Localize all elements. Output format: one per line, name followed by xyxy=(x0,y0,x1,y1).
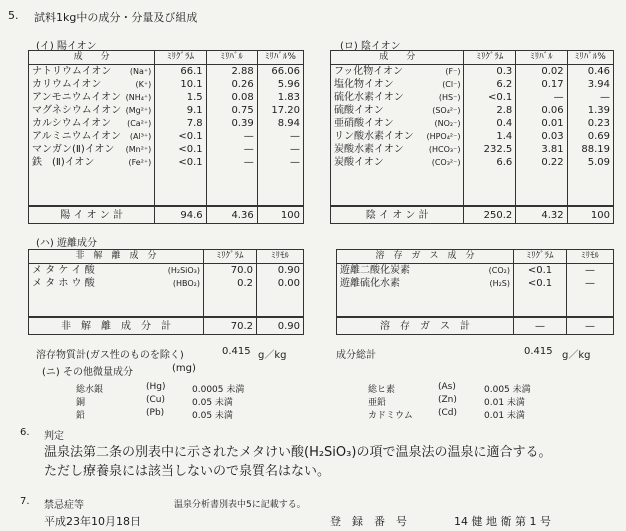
undissociated-mmol-value: 0.00 xyxy=(257,277,304,290)
gas-header-component: 溶 存 ガ ス 成 分 xyxy=(337,250,514,264)
trace-right-sym: (As) xyxy=(438,382,456,392)
cations-pct-value: 1.83 xyxy=(257,91,303,104)
section-6-number: 6. xyxy=(20,427,30,438)
section-5-number: 5. xyxy=(8,9,19,22)
anions-mg-value: 6.6 xyxy=(464,156,516,169)
report-date: 平成23年10月18日 xyxy=(44,515,141,528)
cations-mg-value: 1.5 xyxy=(155,91,206,104)
cations-component-formula: (Mg²⁺) xyxy=(125,106,152,115)
undissociated-component-cell xyxy=(29,264,204,278)
cations-mval-value: 0.26 xyxy=(206,78,257,91)
anions-mg-value: 0.4 xyxy=(464,117,516,130)
cations-component-cell xyxy=(29,104,155,117)
trace-right-val: 0.005 未満 xyxy=(484,385,531,395)
cations-pct-value: 5.96 xyxy=(257,78,303,91)
gases-row xyxy=(337,277,614,290)
gas-header-mg: ﾐﾘｸﾞﾗﾑ xyxy=(514,250,567,264)
trace-right-name: 総ヒ素 xyxy=(368,385,396,395)
anions-mval-value: 0.01 xyxy=(516,117,567,130)
cations-pct-value: 8.94 xyxy=(257,117,303,130)
gases-component-formula: (CO₂) xyxy=(488,266,510,275)
anions-mval-value: — xyxy=(516,91,567,104)
anions-component-formula: (HS⁻) xyxy=(438,93,461,102)
cations-mg-value: <0.1 xyxy=(155,130,206,143)
anions-mval-value: 3.81 xyxy=(516,143,567,156)
anions-component-formula: (Cl⁻) xyxy=(442,80,461,89)
gases-component-cell xyxy=(337,277,514,290)
undissociated-component-name: メ タ ホ ウ 酸 xyxy=(32,278,95,289)
anions-row xyxy=(331,91,614,104)
anions-component-formula: (HPO₄²⁻) xyxy=(426,132,461,141)
component-total-unit: g／kg xyxy=(562,350,591,361)
trace-left-val: 0.0005 未満 xyxy=(192,385,245,395)
anions-component-cell xyxy=(331,156,464,169)
anions-component-name: 硫酸イオン xyxy=(334,105,384,116)
undissociated-header-component: 非 解 離 成 分 xyxy=(29,250,204,264)
cations-row xyxy=(29,156,304,169)
anions-component-cell xyxy=(331,117,464,130)
cations-component-name: アルミニウムイオン xyxy=(32,131,121,142)
gases-mmol-value: — xyxy=(567,264,614,278)
anions-pct-value: 5.09 xyxy=(567,156,613,169)
anions-mg-value: 232.5 xyxy=(464,143,516,156)
gases-component-name: 遊離二酸化炭素 xyxy=(340,265,410,276)
anions-mg-value: 2.8 xyxy=(464,104,516,117)
anion-total-pct: 100 xyxy=(567,206,613,224)
trace-left-sym: (Hg) xyxy=(146,382,166,392)
undissociated-mg-value: 0.2 xyxy=(204,277,257,290)
anions-component-name: 炭酸水素イオン xyxy=(334,144,404,155)
cations-row xyxy=(29,117,304,130)
anions-component-cell xyxy=(331,91,464,104)
anions-mval-value: 0.22 xyxy=(516,156,567,169)
anions-mval-value: 0.02 xyxy=(516,65,567,79)
cations-row xyxy=(29,65,304,79)
cations-mval-value: — xyxy=(206,156,257,169)
cations-row xyxy=(29,143,304,156)
anions-component-cell xyxy=(331,130,464,143)
undissociated-header-mg: ﾐﾘｸﾞﾗﾑ xyxy=(204,250,257,264)
cation-total-mg: 94.6 xyxy=(155,206,206,224)
anions-component-name: 亜硝酸イオン xyxy=(334,118,394,129)
cation-header-mg: ﾐﾘｸﾞﾗﾑ xyxy=(155,51,206,65)
gases-mg-value: <0.1 xyxy=(514,264,567,278)
section-7-note: 温泉分析書別表中5に記載する。 xyxy=(174,500,306,510)
verdict-line-2: ただし療養泉には該当しないので泉質名はない。 xyxy=(44,464,331,479)
cation-total-label: 陽 イ オ ン 計 xyxy=(29,206,155,224)
undissociated-component-name: メ タ ケ イ 酸 xyxy=(32,265,95,276)
trace-section-label: (ニ) その他微量成分 xyxy=(42,367,133,378)
verdict-line-1: 温泉法第二条の別表中に示されたメタけい酸(H₂SiO₃)の項で温泉法の温泉に適合する。 xyxy=(44,445,552,460)
cations-component-formula: (Ca²⁺) xyxy=(127,119,152,128)
trace-right-name: カドミウム xyxy=(368,411,413,421)
trace-left-name: 総水銀 xyxy=(76,385,104,395)
cations-pct-value: 66.06 xyxy=(257,65,303,79)
registration-number: 14 健 地 衛 第 1 号 xyxy=(454,515,551,528)
anions-pct-value: 0.23 xyxy=(567,117,613,130)
undissociated-row xyxy=(29,277,304,290)
anion-total-mg: 250.2 xyxy=(464,206,516,224)
trace-left-sym: (Pb) xyxy=(146,408,165,418)
anions-mg-value: <0.1 xyxy=(464,91,516,104)
dissolved-total-label: 溶存物質計(ガス性のものを除く) xyxy=(36,350,184,361)
cations-mg-value: <0.1 xyxy=(155,143,206,156)
cations-component-cell xyxy=(29,91,155,104)
anion-header-component: 成 分 xyxy=(331,51,464,65)
cations-component-name: アンモニウムイオン xyxy=(32,92,121,103)
trace-right-sym: (Cd) xyxy=(438,408,458,418)
anions-component-name: リン酸水素イオン xyxy=(334,131,414,142)
section-5-title: 試料1kg中の成分・分量及び組成 xyxy=(34,11,198,24)
anions-row xyxy=(331,130,614,143)
anions-component-formula: (SO₄²⁻) xyxy=(432,106,461,115)
cations-mval-value: 2.88 xyxy=(206,65,257,79)
cations-mval-value: 0.75 xyxy=(206,104,257,117)
cations-mval-value: 0.39 xyxy=(206,117,257,130)
cations-component-name: マンガン(Ⅱ)イオン xyxy=(32,144,115,155)
undissociated-header-mmol: ﾐﾘﾓﾙ xyxy=(257,250,304,264)
anion-section-label: (ロ) 陰イオン xyxy=(340,41,401,52)
anion-table xyxy=(330,50,614,224)
section-7-title: 禁忌症等 xyxy=(44,500,84,511)
gas-total-mg: — xyxy=(514,317,567,335)
gases-row xyxy=(337,264,614,278)
cations-component-name: 鉄 (Ⅱ)イオン xyxy=(32,157,95,168)
anions-component-formula: (F⁻) xyxy=(445,67,461,76)
cation-header-pct: ﾐﾘﾊﾞﾙ% xyxy=(257,51,303,65)
cations-component-cell xyxy=(29,156,155,169)
cations-component-name: カリウムイオン xyxy=(32,79,102,90)
anions-pct-value: 3.94 xyxy=(567,78,613,91)
anions-row xyxy=(331,104,614,117)
cations-mval-value: — xyxy=(206,130,257,143)
trace-right-name: 亜鉛 xyxy=(368,398,387,408)
cations-component-formula: (Mn²⁺) xyxy=(125,145,152,154)
cations-row xyxy=(29,130,304,143)
anions-row xyxy=(331,143,614,156)
cation-header-mval: ﾐﾘﾊﾞﾙ xyxy=(206,51,257,65)
cations-component-cell xyxy=(29,117,155,130)
undissociated-component-formula: (HBO₂) xyxy=(172,279,200,288)
anion-header-pct: ﾐﾘﾊﾞﾙ% xyxy=(567,51,613,65)
cations-component-name: マグネシウムイオン xyxy=(32,105,122,116)
cation-section-label: (イ) 陽イオン xyxy=(36,41,97,52)
trace-right-sym: (Zn) xyxy=(438,395,457,405)
cations-mval-value: 0.08 xyxy=(206,91,257,104)
component-total-value: 0.415 xyxy=(524,346,553,357)
undissociated-total-mg: 70.2 xyxy=(204,317,257,335)
anion-total-mval: 4.32 xyxy=(516,206,567,224)
gas-total-mmol: — xyxy=(567,317,614,335)
cations-component-cell xyxy=(29,130,155,143)
anion-header-mval: ﾐﾘﾊﾞﾙ xyxy=(516,51,567,65)
cation-header-component: 成 分 xyxy=(29,51,155,65)
anions-component-cell xyxy=(331,143,464,156)
anions-component-formula: (NO₂⁻) xyxy=(434,119,461,128)
gas-table xyxy=(336,249,614,335)
section-7-number: 7. xyxy=(20,496,30,507)
anions-pct-value: 0.46 xyxy=(567,65,613,79)
anions-component-cell xyxy=(331,78,464,91)
gas-total-label: 溶 存 ガ ス 計 xyxy=(337,317,514,335)
cations-component-name: カルシウムイオン xyxy=(32,118,112,129)
anions-mg-value: 6.2 xyxy=(464,78,516,91)
cations-mg-value: 66.1 xyxy=(155,65,206,79)
cations-component-formula: (NH₄⁺) xyxy=(125,93,152,102)
anions-pct-value: 0.69 xyxy=(567,130,613,143)
anions-row xyxy=(331,117,614,130)
anions-mg-value: 0.3 xyxy=(464,65,516,79)
trace-left-name: 銅 xyxy=(76,398,86,408)
gases-component-name: 遊離硫化水素 xyxy=(340,278,400,289)
component-total-label: 成分総計 xyxy=(336,350,376,361)
undissociated-component-cell xyxy=(29,277,204,290)
trace-right-val: 0.01 未満 xyxy=(484,411,525,421)
undissociated-total-label: 非 解 離 成 分 計 xyxy=(29,317,204,335)
trace-right-val: 0.01 未満 xyxy=(484,398,525,408)
cations-component-formula: (K⁺) xyxy=(135,80,152,89)
anions-mg-value: 1.4 xyxy=(464,130,516,143)
cations-mg-value: 7.8 xyxy=(155,117,206,130)
trace-left-val: 0.05 未満 xyxy=(192,398,233,408)
cations-row xyxy=(29,104,304,117)
cations-mg-value: 10.1 xyxy=(155,78,206,91)
cations-row xyxy=(29,78,304,91)
anions-component-name: 炭酸イオン xyxy=(334,157,384,168)
anions-row xyxy=(331,156,614,169)
anions-component-name: 硫化水素イオン xyxy=(334,92,404,103)
undissociated-mg-value: 70.0 xyxy=(204,264,257,278)
dissolved-total-value: 0.415 xyxy=(222,346,251,357)
undissociated-total-mmol: 0.90 xyxy=(257,317,304,335)
undissociated-row xyxy=(29,264,304,278)
anions-mval-value: 0.03 xyxy=(516,130,567,143)
gas-header-mmol: ﾐﾘﾓﾙ xyxy=(567,250,614,264)
gases-mg-value: <0.1 xyxy=(514,277,567,290)
cations-component-cell xyxy=(29,78,155,91)
anions-pct-value: 88.19 xyxy=(567,143,613,156)
cations-component-formula: (Al³⁺) xyxy=(129,132,152,141)
anions-mval-value: 0.17 xyxy=(516,78,567,91)
anions-component-cell xyxy=(331,104,464,117)
undissociated-mmol-value: 0.90 xyxy=(257,264,304,278)
undissociated-component-formula: (H₂SiO₃) xyxy=(167,266,200,275)
anions-pct-value: 1.39 xyxy=(567,104,613,117)
undissociated-section-label: (ハ) 遊離成分 xyxy=(36,238,97,249)
cations-pct-value: 17.20 xyxy=(257,104,303,117)
anions-component-name: 塩化物イオン xyxy=(334,79,394,90)
anion-header-mg: ﾐﾘｸﾞﾗﾑ xyxy=(464,51,516,65)
dissolved-total-unit: g／kg xyxy=(258,350,287,361)
cations-mval-value: — xyxy=(206,143,257,156)
cations-component-formula: (Fe²⁺) xyxy=(128,158,152,167)
anions-row xyxy=(331,78,614,91)
cations-component-formula: (Na⁺) xyxy=(129,67,152,76)
section-6-title: 判定 xyxy=(44,431,64,442)
anions-pct-value: — xyxy=(567,91,613,104)
anions-component-cell xyxy=(331,65,464,79)
anions-component-formula: (CO₃²⁻) xyxy=(431,158,461,167)
gases-mmol-value: — xyxy=(567,277,614,290)
gases-component-formula: (H₂S) xyxy=(489,279,510,288)
cation-total-mval: 4.36 xyxy=(206,206,257,224)
anions-mval-value: 0.06 xyxy=(516,104,567,117)
undissociated-table xyxy=(28,249,304,335)
cations-component-name: ナトリウムイオン xyxy=(32,66,112,77)
cations-component-cell xyxy=(29,143,155,156)
trace-unit: (mg) xyxy=(172,363,196,374)
anions-component-name: フッ化物イオン xyxy=(334,66,403,77)
cations-mg-value: <0.1 xyxy=(155,156,206,169)
cation-total-pct: 100 xyxy=(257,206,303,224)
trace-left-sym: (Cu) xyxy=(146,395,166,405)
cations-component-cell xyxy=(29,65,155,79)
cations-pct-value: — xyxy=(257,156,303,169)
anion-total-label: 陰 イ オ ン 計 xyxy=(331,206,464,224)
trace-left-val: 0.05 未満 xyxy=(192,411,233,421)
cations-mg-value: 9.1 xyxy=(155,104,206,117)
cations-pct-value: — xyxy=(257,143,303,156)
cation-table xyxy=(28,50,304,224)
gases-component-cell xyxy=(337,264,514,278)
anions-component-formula: (HCO₃⁻) xyxy=(428,145,461,154)
registration-label: 登 録 番 号 xyxy=(330,515,407,528)
trace-left-name: 鉛 xyxy=(76,411,86,421)
cations-pct-value: — xyxy=(257,130,303,143)
anions-row xyxy=(331,65,614,79)
cations-row xyxy=(29,91,304,104)
